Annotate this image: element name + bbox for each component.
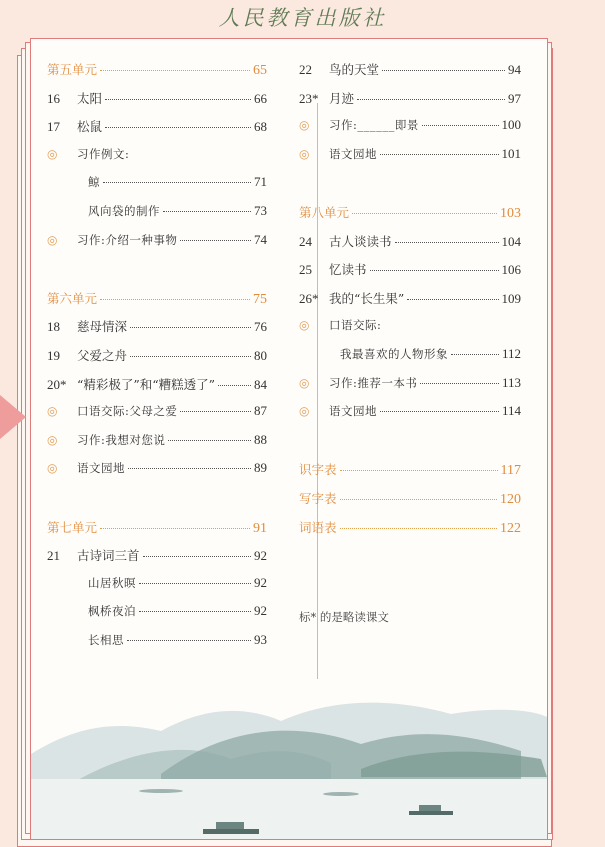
circle-marker-icon: ◎ (299, 118, 310, 133)
page-number: 101 (501, 145, 521, 161)
contents-entry[interactable] (47, 432, 267, 461)
spacer (299, 432, 521, 461)
contents-entry[interactable] (47, 575, 267, 604)
entry-title: 识字表 (299, 462, 337, 478)
dot-leader (127, 640, 251, 641)
page-number: 74 (254, 231, 267, 247)
dot-leader (100, 528, 250, 529)
entry-title: 习作:介绍一种事物 (77, 232, 178, 247)
contents-entry[interactable] (47, 460, 267, 489)
page-number: 112 (501, 345, 521, 361)
contents-entry[interactable] (299, 146, 521, 175)
contents-entry[interactable] (47, 403, 267, 432)
circle-marker-icon: ◎ (47, 461, 58, 476)
contents-entry[interactable] (299, 403, 521, 432)
circle-marker-icon: ◎ (47, 432, 58, 447)
page-number: 114 (501, 403, 521, 419)
contents-unit-heading[interactable] (299, 460, 521, 489)
entry-title: 松鼠 (77, 119, 103, 135)
page-number: 97 (508, 90, 521, 106)
entry-title: 我的“长生果” (329, 290, 405, 306)
circle-marker-icon: ◎ (299, 375, 310, 390)
entry-title: 风向袋的制作 (88, 203, 160, 218)
contents-entry[interactable] (299, 232, 521, 261)
contents-entry[interactable] (299, 60, 521, 89)
dot-leader (380, 411, 499, 412)
circle-marker-icon: ◎ (47, 232, 58, 247)
contents-entry[interactable] (47, 346, 267, 375)
contents-entry[interactable] (47, 146, 267, 175)
contents-entry[interactable] (47, 546, 267, 575)
page-number: 66 (254, 90, 267, 106)
lesson-number: 17 (47, 119, 60, 135)
entry-title: 鲸 (88, 175, 100, 190)
entry-title: 词语表 (299, 519, 337, 535)
page-number: 84 (254, 376, 267, 392)
dot-leader (103, 182, 251, 183)
contents-entry[interactable] (299, 346, 521, 375)
spacer (299, 575, 521, 604)
entry-title: 第七单元 (47, 519, 98, 535)
contents-entry[interactable] (47, 603, 267, 632)
dot-leader (105, 99, 251, 100)
contents-entry[interactable] (299, 117, 521, 146)
entry-title: “精彩极了”和“糟糕透了” (77, 376, 216, 392)
contents-unit-heading[interactable] (299, 518, 521, 547)
entry-title: 忆读书 (329, 262, 367, 278)
page-number: 103 (500, 205, 521, 221)
dot-leader (130, 356, 251, 357)
entry-title: 长相思 (88, 632, 124, 647)
contents-left-column (47, 60, 267, 660)
entry-title: 语文园地 (329, 146, 377, 161)
dot-leader (395, 242, 499, 243)
spacer (299, 174, 521, 203)
contents-entry[interactable] (47, 375, 267, 404)
lesson-number: 16 (47, 90, 60, 106)
page-number: 92 (254, 603, 267, 619)
dot-leader (407, 299, 498, 300)
dot-leader (380, 154, 499, 155)
entry-title: 枫桥夜泊 (88, 604, 136, 619)
page-number: 106 (501, 262, 521, 278)
page-number: 117 (500, 463, 521, 479)
lesson-number: 20* (47, 376, 67, 392)
page-number: 104 (501, 233, 521, 249)
bookmark-ribbon (0, 395, 26, 439)
entry-title: 古诗词三首 (77, 548, 140, 564)
dot-leader (105, 127, 251, 128)
contents-entry[interactable] (47, 317, 267, 346)
page-number: 120 (500, 491, 521, 507)
page-number: 88 (254, 431, 267, 447)
contents-entry[interactable] (299, 375, 521, 404)
entry-title: 太阳 (77, 90, 103, 106)
contents-entry[interactable] (299, 89, 521, 118)
dot-leader (100, 299, 250, 300)
page-number: 71 (254, 174, 267, 190)
spacer (299, 546, 521, 575)
dot-leader (352, 213, 497, 214)
page-number: 100 (501, 117, 521, 133)
circle-marker-icon: ◎ (299, 404, 310, 419)
page-number: 80 (254, 347, 267, 363)
contents-entry[interactable] (299, 317, 521, 346)
contents-entry[interactable] (47, 203, 267, 232)
page-number: 93 (254, 631, 267, 647)
contents-unit-heading[interactable] (47, 518, 267, 547)
page-number: 75 (253, 291, 267, 307)
entry-title: 山居秋暝 (88, 575, 136, 590)
dot-leader (340, 499, 497, 500)
entry-title: 慈母情深 (77, 319, 128, 335)
lesson-number: 22 (299, 62, 312, 77)
lesson-number: 25 (299, 262, 312, 278)
dot-leader (340, 470, 498, 471)
entry-title: 习作例文: (77, 146, 130, 161)
lesson-number: 23* (299, 90, 319, 106)
entry-title: 父爱之舟 (77, 347, 128, 363)
page-number: 92 (254, 548, 267, 564)
dot-leader (451, 354, 499, 355)
footnote: 标* 的是略读课文 (299, 610, 389, 625)
contents-unit-heading[interactable] (47, 289, 267, 318)
entry-title: 写字表 (299, 490, 337, 506)
dot-leader (357, 99, 505, 100)
entry-title: 习作:______即景 (329, 118, 419, 133)
entry-title: 月迹 (329, 90, 355, 106)
page-number: 73 (254, 202, 267, 218)
dot-leader (139, 611, 251, 612)
dot-leader (370, 270, 499, 271)
dot-leader (420, 383, 499, 384)
page-number: 65 (253, 63, 267, 78)
lesson-number: 19 (47, 347, 60, 363)
circle-marker-icon: ◎ (47, 404, 58, 419)
entry-title: 习作:推荐一本书 (329, 375, 418, 390)
dot-leader (100, 70, 250, 71)
publisher-logo: 人民教育出版社 (218, 6, 387, 30)
dot-leader (130, 327, 251, 328)
circle-marker-icon: ◎ (299, 318, 310, 333)
page-number: 76 (254, 319, 267, 335)
spacer (47, 489, 267, 518)
landscape-illustration (31, 659, 547, 839)
dot-leader (139, 583, 251, 584)
dot-leader (128, 468, 251, 469)
entry-title: 古人谈读书 (329, 233, 392, 249)
dot-leader (422, 125, 499, 126)
dot-leader (163, 211, 251, 212)
page-number: 87 (254, 403, 267, 419)
contents-unit-heading[interactable] (299, 489, 521, 518)
contents-unit-heading[interactable] (299, 203, 521, 232)
lesson-number: 18 (47, 319, 60, 335)
entry-title: 语文园地 (329, 404, 377, 419)
contents-entry[interactable] (47, 232, 267, 261)
dot-leader (180, 411, 251, 412)
circle-marker-icon: ◎ (47, 146, 58, 161)
dot-leader (218, 385, 251, 386)
page-number: 122 (500, 520, 521, 536)
contents-entry[interactable] (47, 89, 267, 118)
dot-leader (168, 440, 251, 441)
page-number: 109 (501, 290, 521, 306)
entry-title: 语文园地 (77, 461, 125, 476)
entry-title: 习作:我想对您说 (77, 432, 166, 447)
entry-title: 口语交际: (329, 318, 382, 333)
lesson-number: 26* (299, 290, 319, 306)
dot-leader (382, 70, 505, 71)
entry-title: 鸟的天堂 (329, 62, 380, 77)
entry-title: 第五单元 (47, 62, 98, 77)
page-number: 94 (508, 62, 521, 77)
circle-marker-icon: ◎ (299, 146, 310, 161)
contents-entry[interactable] (47, 632, 267, 661)
entry-title: 口语交际:父母之爱 (77, 404, 178, 419)
dot-leader (340, 528, 497, 529)
dot-leader (143, 556, 251, 557)
lesson-number: 24 (299, 233, 312, 249)
contents-right-column (299, 60, 521, 631)
page-number: 91 (253, 520, 267, 536)
page-number: 92 (254, 574, 267, 590)
entry-title: 第六单元 (47, 290, 98, 306)
dot-leader (180, 240, 251, 241)
entry-title: 第八单元 (299, 204, 350, 220)
contents-entry[interactable] (47, 174, 267, 203)
contents-entry[interactable] (299, 260, 521, 289)
page-number: 68 (254, 119, 267, 135)
spacer (47, 260, 267, 289)
page-number: 113 (501, 374, 521, 390)
lesson-number: 21 (47, 548, 60, 564)
contents-entry[interactable] (299, 289, 521, 318)
contents-entry[interactable] (47, 117, 267, 146)
page-number: 89 (254, 460, 267, 476)
contents-unit-heading[interactable] (47, 60, 267, 89)
entry-title: 我最喜欢的人物形象 (340, 346, 448, 361)
